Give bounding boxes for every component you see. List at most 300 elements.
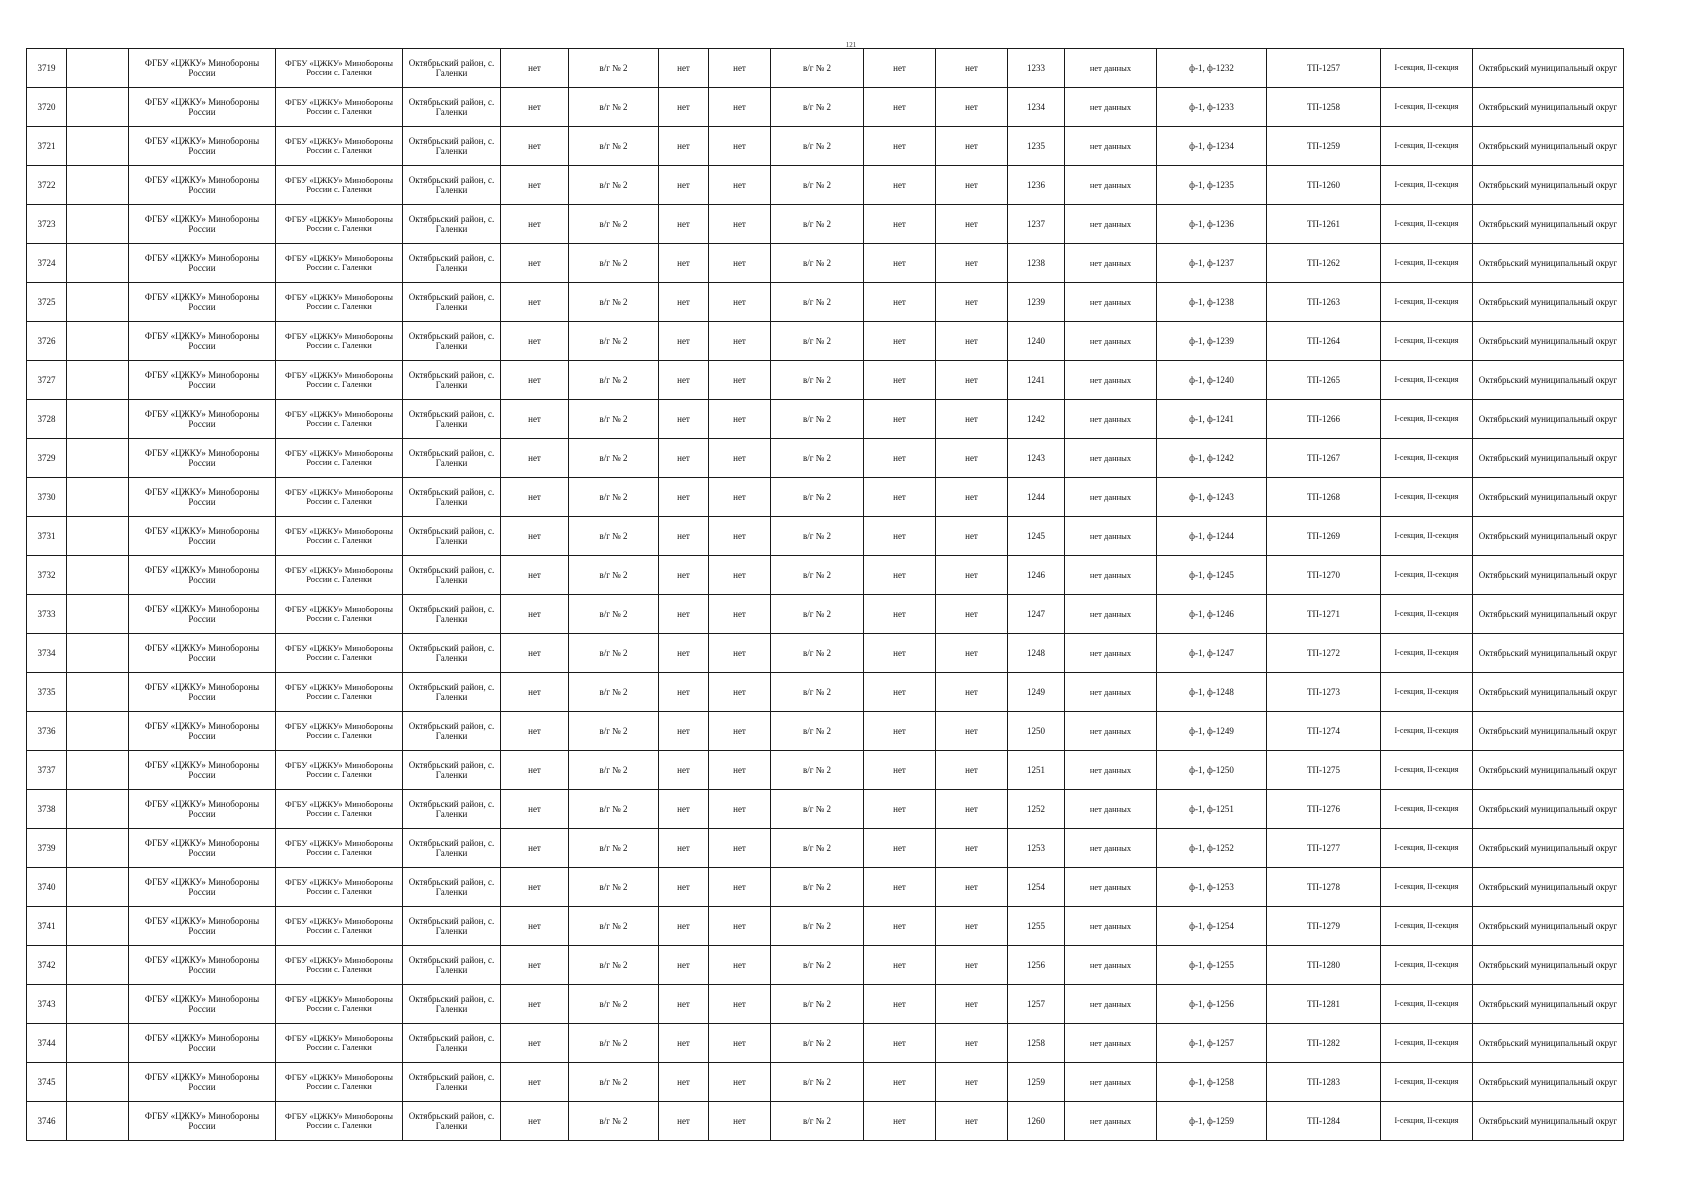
owner-full-cell: ФГБУ «ЦЖКУ» Минобороны России с. Галенки	[276, 478, 403, 517]
substation-cell: ТП-1279	[1267, 907, 1381, 946]
empty-cell	[67, 283, 129, 322]
availability-cell: нет	[936, 88, 1008, 127]
feeder-cell: ф-1, ф-1255	[1157, 946, 1267, 985]
building-cell: в/г № 2	[569, 595, 659, 634]
feeder-cell: ф-1, ф-1236	[1157, 205, 1267, 244]
building-cell: в/г № 2	[771, 712, 864, 751]
feeder-cell: ф-1, ф-1252	[1157, 829, 1267, 868]
table-row	[27, 361, 1624, 400]
availability-cell: нет	[864, 88, 936, 127]
sections-cell: I-секция, II-секция	[1381, 322, 1473, 361]
owner-cell: ФГБУ «ЦЖКУ» Минобороны России	[129, 400, 276, 439]
availability-cell: нет	[501, 88, 569, 127]
record-number: 3746	[27, 1102, 67, 1141]
record-number: 3735	[27, 673, 67, 712]
district-cell: Октябрьский муниципальный округ	[1473, 49, 1624, 88]
empty-cell	[67, 166, 129, 205]
owner-full-cell: ФГБУ «ЦЖКУ» Минобороны России с. Галенки	[276, 49, 403, 88]
building-cell: в/г № 2	[771, 439, 864, 478]
owner-full-cell: ФГБУ «ЦЖКУ» Минобороны России с. Галенки	[276, 205, 403, 244]
record-number: 3728	[27, 400, 67, 439]
district-cell: Октябрьский муниципальный округ	[1473, 517, 1624, 556]
owner-cell: ФГБУ «ЦЖКУ» Минобороны России	[129, 673, 276, 712]
object-number: 1260	[1008, 1102, 1065, 1141]
record-number: 3720	[27, 88, 67, 127]
availability-cell: нет	[709, 127, 771, 166]
status-cell: нет данных	[1065, 322, 1157, 361]
building-cell: в/г № 2	[771, 244, 864, 283]
object-number: 1258	[1008, 1024, 1065, 1063]
availability-cell: нет	[864, 829, 936, 868]
building-cell: в/г № 2	[569, 751, 659, 790]
sections-cell: I-секция, II-секция	[1381, 985, 1473, 1024]
status-cell: нет данных	[1065, 205, 1157, 244]
owner-cell: ФГБУ «ЦЖКУ» Минобороны России	[129, 556, 276, 595]
location-cell: Октябрьский район, с. Галенки	[403, 946, 501, 985]
availability-cell: нет	[936, 400, 1008, 439]
availability-cell: нет	[864, 1102, 936, 1141]
owner-full-cell: ФГБУ «ЦЖКУ» Минобороны России с. Галенки	[276, 517, 403, 556]
location-cell: Октябрьский район, с. Галенки	[403, 49, 501, 88]
owner-cell: ФГБУ «ЦЖКУ» Минобороны России	[129, 790, 276, 829]
sections-cell: I-секция, II-секция	[1381, 790, 1473, 829]
building-cell: в/г № 2	[771, 868, 864, 907]
owner-cell: ФГБУ «ЦЖКУ» Минобороны России	[129, 49, 276, 88]
location-cell: Октябрьский район, с. Галенки	[403, 322, 501, 361]
location-cell: Октябрьский район, с. Галенки	[403, 556, 501, 595]
availability-cell: нет	[864, 283, 936, 322]
owner-cell: ФГБУ «ЦЖКУ» Минобороны России	[129, 205, 276, 244]
table-row	[27, 673, 1624, 712]
location-cell: Октябрьский район, с. Галенки	[403, 400, 501, 439]
district-cell: Октябрьский муниципальный округ	[1473, 244, 1624, 283]
district-cell: Октябрьский муниципальный округ	[1473, 127, 1624, 166]
availability-cell: нет	[659, 556, 709, 595]
building-cell: в/г № 2	[771, 751, 864, 790]
building-cell: в/г № 2	[771, 88, 864, 127]
location-cell: Октябрьский район, с. Галенки	[403, 205, 501, 244]
feeder-cell: ф-1, ф-1257	[1157, 1024, 1267, 1063]
building-cell: в/г № 2	[771, 829, 864, 868]
building-cell: в/г № 2	[771, 127, 864, 166]
availability-cell: нет	[936, 634, 1008, 673]
availability-cell: нет	[709, 634, 771, 673]
status-cell: нет данных	[1065, 946, 1157, 985]
table-row	[27, 478, 1624, 517]
owner-full-cell: ФГБУ «ЦЖКУ» Минобороны России с. Галенки	[276, 1102, 403, 1141]
empty-cell	[67, 88, 129, 127]
availability-cell: нет	[659, 205, 709, 244]
availability-cell: нет	[709, 205, 771, 244]
owner-full-cell: ФГБУ «ЦЖКУ» Минобороны России с. Галенки	[276, 166, 403, 205]
record-number: 3745	[27, 1063, 67, 1102]
availability-cell: нет	[501, 634, 569, 673]
availability-cell: нет	[501, 790, 569, 829]
substation-cell: ТП-1275	[1267, 751, 1381, 790]
availability-cell: нет	[709, 751, 771, 790]
availability-cell: нет	[501, 400, 569, 439]
availability-cell: нет	[501, 829, 569, 868]
sections-cell: I-секция, II-секция	[1381, 400, 1473, 439]
availability-cell: нет	[501, 1024, 569, 1063]
availability-cell: нет	[709, 1102, 771, 1141]
availability-cell: нет	[936, 946, 1008, 985]
owner-cell: ФГБУ «ЦЖКУ» Минобороны России	[129, 439, 276, 478]
availability-cell: нет	[501, 244, 569, 283]
district-cell: Октябрьский муниципальный округ	[1473, 283, 1624, 322]
availability-cell: нет	[501, 751, 569, 790]
district-cell: Октябрьский муниципальный округ	[1473, 400, 1624, 439]
substation-cell: ТП-1264	[1267, 322, 1381, 361]
availability-cell: нет	[659, 1024, 709, 1063]
availability-cell: нет	[709, 439, 771, 478]
status-cell: нет данных	[1065, 1063, 1157, 1102]
object-number: 1250	[1008, 712, 1065, 751]
owner-cell: ФГБУ «ЦЖКУ» Минобороны России	[129, 517, 276, 556]
availability-cell: нет	[501, 283, 569, 322]
feeder-cell: ф-1, ф-1242	[1157, 439, 1267, 478]
sections-cell: I-секция, II-секция	[1381, 517, 1473, 556]
substation-cell: ТП-1258	[1267, 88, 1381, 127]
object-number: 1253	[1008, 829, 1065, 868]
location-cell: Октябрьский район, с. Галенки	[403, 517, 501, 556]
sections-cell: I-секция, II-секция	[1381, 556, 1473, 595]
availability-cell: нет	[659, 712, 709, 751]
building-cell: в/г № 2	[569, 517, 659, 556]
sections-cell: I-секция, II-секция	[1381, 49, 1473, 88]
availability-cell: нет	[936, 283, 1008, 322]
location-cell: Октябрьский район, с. Галенки	[403, 478, 501, 517]
object-number: 1254	[1008, 868, 1065, 907]
availability-cell: нет	[501, 1063, 569, 1102]
availability-cell: нет	[659, 88, 709, 127]
status-cell: нет данных	[1065, 244, 1157, 283]
availability-cell: нет	[709, 400, 771, 439]
empty-cell	[67, 127, 129, 166]
building-cell: в/г № 2	[569, 985, 659, 1024]
availability-cell: нет	[936, 322, 1008, 361]
feeder-cell: ф-1, ф-1249	[1157, 712, 1267, 751]
sections-cell: I-секция, II-секция	[1381, 673, 1473, 712]
registry-table	[26, 48, 1624, 1141]
owner-full-cell: ФГБУ «ЦЖКУ» Минобороны России с. Галенки	[276, 88, 403, 127]
record-number: 3742	[27, 946, 67, 985]
availability-cell: нет	[501, 127, 569, 166]
substation-cell: ТП-1282	[1267, 1024, 1381, 1063]
sections-cell: I-секция, II-секция	[1381, 868, 1473, 907]
object-number: 1233	[1008, 49, 1065, 88]
district-cell: Октябрьский муниципальный округ	[1473, 712, 1624, 751]
table-row	[27, 634, 1624, 673]
owner-full-cell: ФГБУ «ЦЖКУ» Минобороны России с. Галенки	[276, 1024, 403, 1063]
availability-cell: нет	[864, 907, 936, 946]
record-number: 3725	[27, 283, 67, 322]
table-row	[27, 400, 1624, 439]
feeder-cell: ф-1, ф-1254	[1157, 907, 1267, 946]
record-number: 3741	[27, 907, 67, 946]
availability-cell: нет	[864, 1063, 936, 1102]
empty-cell	[67, 439, 129, 478]
record-number: 3732	[27, 556, 67, 595]
availability-cell: нет	[501, 205, 569, 244]
table-row	[27, 127, 1624, 166]
availability-cell: нет	[864, 361, 936, 400]
availability-cell: нет	[864, 127, 936, 166]
district-cell: Октябрьский муниципальный округ	[1473, 322, 1624, 361]
owner-cell: ФГБУ «ЦЖКУ» Минобороны России	[129, 712, 276, 751]
substation-cell: ТП-1281	[1267, 985, 1381, 1024]
object-number: 1255	[1008, 907, 1065, 946]
availability-cell: нет	[709, 829, 771, 868]
sections-cell: I-секция, II-секция	[1381, 205, 1473, 244]
empty-cell	[67, 478, 129, 517]
sections-cell: I-секция, II-секция	[1381, 283, 1473, 322]
district-cell: Октябрьский муниципальный округ	[1473, 868, 1624, 907]
location-cell: Октябрьский район, с. Галенки	[403, 166, 501, 205]
status-cell: нет данных	[1065, 673, 1157, 712]
feeder-cell: ф-1, ф-1258	[1157, 1063, 1267, 1102]
sections-cell: I-секция, II-секция	[1381, 88, 1473, 127]
object-number: 1259	[1008, 1063, 1065, 1102]
availability-cell: нет	[936, 1063, 1008, 1102]
sections-cell: I-секция, II-секция	[1381, 1063, 1473, 1102]
building-cell: в/г № 2	[569, 634, 659, 673]
availability-cell: нет	[864, 49, 936, 88]
page-number: 121	[845, 41, 857, 49]
feeder-cell: ф-1, ф-1244	[1157, 517, 1267, 556]
location-cell: Октябрьский район, с. Галенки	[403, 1102, 501, 1141]
availability-cell: нет	[864, 1024, 936, 1063]
owner-cell: ФГБУ «ЦЖКУ» Минобороны России	[129, 361, 276, 400]
record-number: 3739	[27, 829, 67, 868]
substation-cell: ТП-1259	[1267, 127, 1381, 166]
availability-cell: нет	[936, 1024, 1008, 1063]
sections-cell: I-секция, II-секция	[1381, 1024, 1473, 1063]
owner-cell: ФГБУ «ЦЖКУ» Минобороны России	[129, 595, 276, 634]
table-row	[27, 829, 1624, 868]
availability-cell: нет	[936, 673, 1008, 712]
district-cell: Октябрьский муниципальный округ	[1473, 946, 1624, 985]
table-row	[27, 205, 1624, 244]
owner-full-cell: ФГБУ «ЦЖКУ» Минобороны России с. Галенки	[276, 1063, 403, 1102]
status-cell: нет данных	[1065, 829, 1157, 868]
availability-cell: нет	[659, 790, 709, 829]
sections-cell: I-секция, II-секция	[1381, 439, 1473, 478]
owner-full-cell: ФГБУ «ЦЖКУ» Минобороны России с. Галенки	[276, 985, 403, 1024]
empty-cell	[67, 868, 129, 907]
availability-cell: нет	[659, 283, 709, 322]
availability-cell: нет	[709, 88, 771, 127]
building-cell: в/г № 2	[771, 634, 864, 673]
availability-cell: нет	[501, 439, 569, 478]
district-cell: Октябрьский муниципальный округ	[1473, 985, 1624, 1024]
owner-cell: ФГБУ «ЦЖКУ» Минобороны России	[129, 829, 276, 868]
availability-cell: нет	[659, 49, 709, 88]
substation-cell: ТП-1272	[1267, 634, 1381, 673]
availability-cell: нет	[864, 556, 936, 595]
district-cell: Октябрьский муниципальный округ	[1473, 907, 1624, 946]
owner-full-cell: ФГБУ «ЦЖКУ» Минобороны России с. Галенки	[276, 127, 403, 166]
registry-body	[27, 49, 1624, 1141]
availability-cell: нет	[936, 361, 1008, 400]
table-row	[27, 751, 1624, 790]
location-cell: Октябрьский район, с. Галенки	[403, 673, 501, 712]
empty-cell	[67, 829, 129, 868]
empty-cell	[67, 556, 129, 595]
availability-cell: нет	[936, 556, 1008, 595]
object-number: 1252	[1008, 790, 1065, 829]
availability-cell: нет	[864, 517, 936, 556]
location-cell: Октябрьский район, с. Галенки	[403, 244, 501, 283]
district-cell: Октябрьский муниципальный округ	[1473, 556, 1624, 595]
status-cell: нет данных	[1065, 88, 1157, 127]
record-number: 3724	[27, 244, 67, 283]
availability-cell: нет	[659, 751, 709, 790]
availability-cell: нет	[864, 595, 936, 634]
object-number: 1247	[1008, 595, 1065, 634]
empty-cell	[67, 634, 129, 673]
availability-cell: нет	[864, 673, 936, 712]
building-cell: в/г № 2	[771, 49, 864, 88]
district-cell: Октябрьский муниципальный округ	[1473, 1024, 1624, 1063]
record-number: 3737	[27, 751, 67, 790]
table-row	[27, 283, 1624, 322]
table-row	[27, 1024, 1624, 1063]
owner-full-cell: ФГБУ «ЦЖКУ» Минобороны России с. Галенки	[276, 751, 403, 790]
record-number: 3726	[27, 322, 67, 361]
owner-full-cell: ФГБУ «ЦЖКУ» Минобороны России с. Галенки	[276, 673, 403, 712]
substation-cell: ТП-1268	[1267, 478, 1381, 517]
availability-cell: нет	[864, 400, 936, 439]
substation-cell: ТП-1257	[1267, 49, 1381, 88]
availability-cell: нет	[709, 985, 771, 1024]
availability-cell: нет	[501, 868, 569, 907]
object-number: 1237	[1008, 205, 1065, 244]
object-number: 1235	[1008, 127, 1065, 166]
feeder-cell: ф-1, ф-1235	[1157, 166, 1267, 205]
object-number: 1242	[1008, 400, 1065, 439]
availability-cell: нет	[936, 478, 1008, 517]
object-number: 1243	[1008, 439, 1065, 478]
owner-full-cell: ФГБУ «ЦЖКУ» Минобороны России с. Галенки	[276, 400, 403, 439]
empty-cell	[67, 205, 129, 244]
empty-cell	[67, 985, 129, 1024]
availability-cell: нет	[936, 712, 1008, 751]
building-cell: в/г № 2	[569, 166, 659, 205]
availability-cell: нет	[659, 595, 709, 634]
building-cell: в/г № 2	[569, 400, 659, 439]
record-number: 3736	[27, 712, 67, 751]
availability-cell: нет	[864, 712, 936, 751]
availability-cell: нет	[501, 322, 569, 361]
table-row	[27, 322, 1624, 361]
availability-cell: нет	[501, 907, 569, 946]
building-cell: в/г № 2	[569, 205, 659, 244]
owner-cell: ФГБУ «ЦЖКУ» Минобороны России	[129, 634, 276, 673]
table-row	[27, 166, 1624, 205]
district-cell: Октябрьский муниципальный округ	[1473, 1102, 1624, 1141]
availability-cell: нет	[709, 478, 771, 517]
status-cell: нет данных	[1065, 985, 1157, 1024]
feeder-cell: ф-1, ф-1237	[1157, 244, 1267, 283]
district-cell: Октябрьский муниципальный округ	[1473, 673, 1624, 712]
availability-cell: нет	[659, 634, 709, 673]
building-cell: в/г № 2	[771, 478, 864, 517]
availability-cell: нет	[659, 673, 709, 712]
feeder-cell: ф-1, ф-1241	[1157, 400, 1267, 439]
availability-cell: нет	[709, 556, 771, 595]
status-cell: нет данных	[1065, 361, 1157, 400]
building-cell: в/г № 2	[569, 1063, 659, 1102]
availability-cell: нет	[659, 517, 709, 556]
feeder-cell: ф-1, ф-1248	[1157, 673, 1267, 712]
owner-cell: ФГБУ «ЦЖКУ» Минобороны России	[129, 127, 276, 166]
table-row	[27, 88, 1624, 127]
empty-cell	[67, 673, 129, 712]
building-cell: в/г № 2	[771, 595, 864, 634]
district-cell: Октябрьский муниципальный округ	[1473, 595, 1624, 634]
feeder-cell: ф-1, ф-1246	[1157, 595, 1267, 634]
empty-cell	[67, 322, 129, 361]
availability-cell: нет	[864, 166, 936, 205]
empty-cell	[67, 1024, 129, 1063]
object-number: 1245	[1008, 517, 1065, 556]
substation-cell: ТП-1263	[1267, 283, 1381, 322]
feeder-cell: ф-1, ф-1239	[1157, 322, 1267, 361]
status-cell: нет данных	[1065, 1024, 1157, 1063]
availability-cell: нет	[864, 790, 936, 829]
availability-cell: нет	[864, 985, 936, 1024]
district-cell: Октябрьский муниципальный округ	[1473, 439, 1624, 478]
owner-cell: ФГБУ «ЦЖКУ» Минобороны России	[129, 1024, 276, 1063]
object-number: 1246	[1008, 556, 1065, 595]
status-cell: нет данных	[1065, 790, 1157, 829]
record-number: 3740	[27, 868, 67, 907]
availability-cell: нет	[936, 517, 1008, 556]
table-row	[27, 49, 1624, 88]
status-cell: нет данных	[1065, 127, 1157, 166]
availability-cell: нет	[709, 712, 771, 751]
status-cell: нет данных	[1065, 283, 1157, 322]
object-number: 1239	[1008, 283, 1065, 322]
availability-cell: нет	[864, 439, 936, 478]
status-cell: нет данных	[1065, 712, 1157, 751]
building-cell: в/г № 2	[771, 556, 864, 595]
status-cell: нет данных	[1065, 400, 1157, 439]
feeder-cell: ф-1, ф-1259	[1157, 1102, 1267, 1141]
table-row	[27, 556, 1624, 595]
building-cell: в/г № 2	[569, 1102, 659, 1141]
availability-cell: нет	[659, 439, 709, 478]
availability-cell: нет	[501, 166, 569, 205]
owner-cell: ФГБУ «ЦЖКУ» Минобороны России	[129, 166, 276, 205]
substation-cell: ТП-1278	[1267, 868, 1381, 907]
availability-cell: нет	[936, 205, 1008, 244]
availability-cell: нет	[501, 1102, 569, 1141]
sections-cell: I-секция, II-секция	[1381, 907, 1473, 946]
owner-cell: ФГБУ «ЦЖКУ» Минобороны России	[129, 907, 276, 946]
building-cell: в/г № 2	[771, 1024, 864, 1063]
feeder-cell: ф-1, ф-1243	[1157, 478, 1267, 517]
record-number: 3721	[27, 127, 67, 166]
table-row	[27, 1102, 1624, 1141]
availability-cell: нет	[864, 868, 936, 907]
availability-cell: нет	[659, 1102, 709, 1141]
sections-cell: I-секция, II-секция	[1381, 166, 1473, 205]
building-cell: в/г № 2	[771, 205, 864, 244]
availability-cell: нет	[501, 985, 569, 1024]
availability-cell: нет	[659, 478, 709, 517]
